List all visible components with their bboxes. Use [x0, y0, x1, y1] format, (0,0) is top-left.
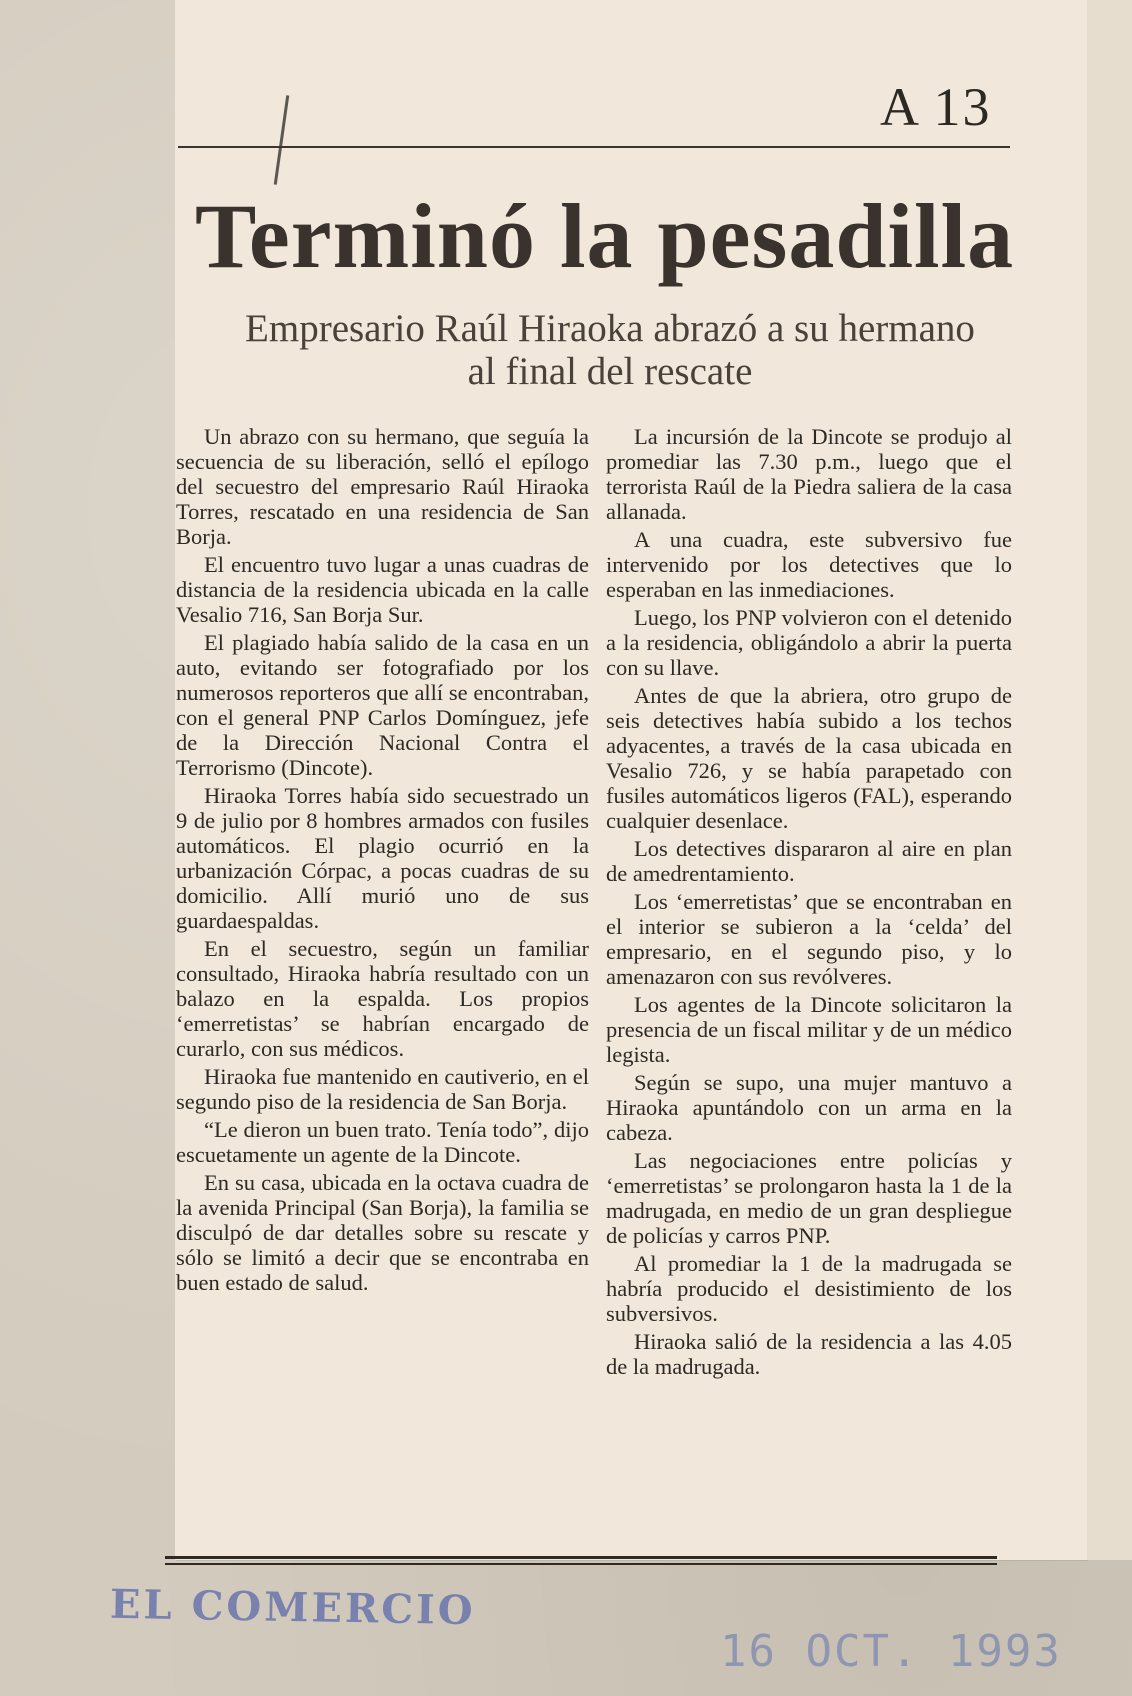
paragraph: Los ‘emerretistas’ que se encontraban en el interior se subieron a la ‘celda’ del empresario, en el segundo piso, y lo amenazaron con sus revólveres.: [606, 889, 1012, 989]
paragraph: Hiraoka salió de la residencia a las 4.05 de la madrugada.: [606, 1329, 1012, 1379]
paragraph: La incursión de la Dincote se produjo al promediar las 7.30 p.m., luego que el terrorista Raúl de la Piedra saliera de la casa allanada.: [606, 424, 1012, 524]
paragraph: Antes de que la abriera, otro grupo de seis detectives había subido a los techos adyacentes, a través de la casa ubicada en Vesalio 726, y se había parapetado con fusiles automáticos ligeros (FAL), esperando cualquier desenlace.: [606, 683, 1012, 833]
paragraph: Las negociaciones entre policías y ‘emerretistas’ se prolongaron hasta la 1 de la madrugada, en medio de un gran despliegue de policías y carros PNP.: [606, 1148, 1012, 1248]
paragraph: A una cuadra, este subversivo fue intervenido por los detectives que lo esperaban en las inmediaciones.: [606, 527, 1012, 602]
paragraph: Hiraoka fue mantenido en cautiverio, en el segundo piso de la residencia de San Borja.: [176, 1064, 589, 1114]
paragraph: Los detectives dispararon al aire en plan de amedrentamiento.: [606, 836, 1012, 886]
paragraph: El encuentro tuvo lugar a unas cuadras de distancia de la residencia ubicada en la calle Vesalio 716, San Borja Sur.: [176, 552, 589, 627]
top-rule: [178, 146, 1010, 148]
page-number: A 13: [880, 77, 992, 137]
article-column-right: [606, 424, 1012, 1382]
bottom-rule: [165, 1556, 997, 1559]
subheadline: Empresario Raúl Hiraoka abrazó a su hermano al final del rescate: [245, 307, 975, 393]
paragraph: En el secuestro, según un familiar consultado, Hiraoka habría resultado con un balazo en la espalda. Los propios ‘emerretistas’ se habrían encargado de curarlo, con sus médicos.: [176, 936, 589, 1061]
paragraph: Hiraoka Torres había sido secuestrado un 9 de julio por 8 hombres armados con fusiles automáticos. El plagio ocurrió en la urbanización Córpac, a pocas cuadras de su domicilio. Allí murió uno de sus guardaespaldas.: [176, 783, 589, 933]
paragraph: Según se supo, una mujer mantuvo a Hiraoka apuntándolo con un arma en la cabeza.: [606, 1070, 1012, 1145]
date-stamp: 16 OCT. 1993: [720, 1626, 1062, 1677]
paragraph: Luego, los PNP volvieron con el detenido a la residencia, obligándolo a abrir la puerta con su llave.: [606, 605, 1012, 680]
clipping-edge: [1087, 0, 1132, 1560]
newspaper-stamp: EL COMERCIO: [109, 1580, 477, 1635]
paragraph: Al promediar la 1 de la madrugada se habría producido el desistimiento de los subversivos.: [606, 1251, 1012, 1326]
paragraph: Un abrazo con su hermano, que seguía la secuencia de su liberación, selló el epílogo del secuestro del empresario Raúl Hiraoka Torres, rescatado en una residencia de San Borja.: [176, 424, 589, 549]
paragraph: Los agentes de la Dincote solicitaron la presencia de un fiscal militar y de un médico legista.: [606, 992, 1012, 1067]
headline: Terminó la pesadilla: [195, 185, 1015, 287]
article-column-left: [176, 424, 589, 1298]
paragraph: En su casa, ubicada en la octava cuadra de la avenida Principal (San Borja), la familia se disculpó de dar detalles sobre su rescate y sólo se limitó a decir que se encontraba en buen estado de salud.: [176, 1170, 589, 1295]
paragraph: El plagiado había salido de la casa en un auto, evitando ser fotografiado por los numerosos reporteros que allí se encontraban, con el general PNP Carlos Domínguez, jefe de la Dirección Nacional Contra el Terrorismo (Dincote).: [176, 630, 589, 780]
paragraph: “Le dieron un buen trato. Tenía todo”, dijo escuetamente un agente de la Dincote.: [176, 1117, 589, 1167]
bottom-rule: [165, 1563, 997, 1565]
